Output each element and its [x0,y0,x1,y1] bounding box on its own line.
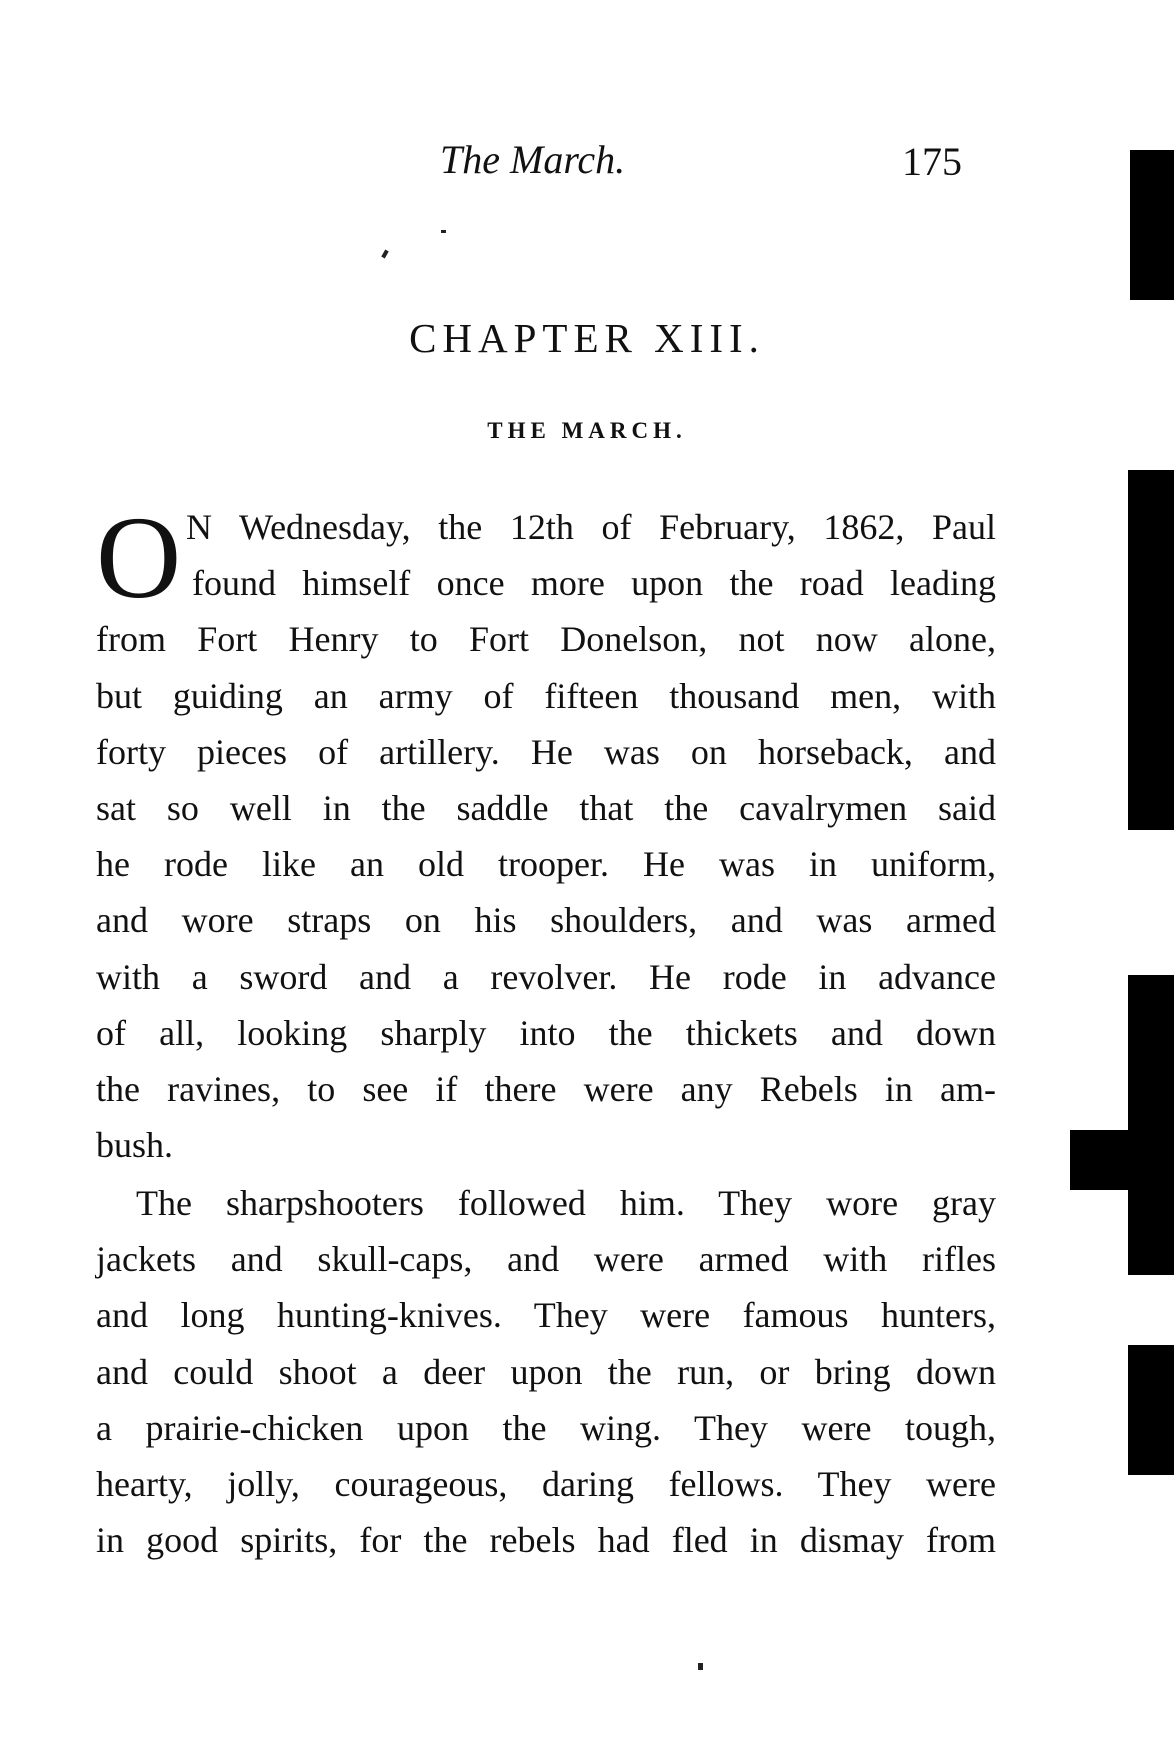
text-line: bush. [96,1125,174,1166]
text-line: jackets and skull-caps, and were armed with rifles [96,1239,996,1280]
paragraph-two [96,1175,996,1568]
text-line: with a sword and a revolver. He rode in advance [96,956,996,997]
scan-edge-mark [1130,150,1174,300]
text-line: N Wednesday, the 12th of February, 1862, Paul [186,507,996,547]
text-line: a prairie-chicken upon the wing. They were tough, [96,1407,996,1448]
scan-edge-mark [1070,1130,1150,1190]
chapter-heading: CHAPTER XIII. [409,315,765,361]
text-line: in good spirits, for the rebels had fled in dismay from [96,1520,996,1561]
text-line: the ravines, to see if there were any Rebels in am- [96,1068,996,1109]
scan-edge-mark [1128,470,1174,830]
page-number: 175 [902,139,962,184]
text-line: and long hunting-knives. They were famous hunters, [96,1295,996,1336]
text-line: and could shoot a deer upon the run, or bring down [96,1351,996,1392]
text-line: The sharpshooters followed him. They wore gray [136,1183,996,1223]
text-line: sat so well in the saddle that the cavalrymen said [96,787,996,828]
ink-speck [698,1663,703,1670]
chapter-subtitle: THE MARCH. [487,418,687,443]
text-line: but guiding an army of fifteen thousand men, with [96,675,996,716]
scan-edge-mark [1128,975,1174,1275]
text-line: of all, looking sharply into the thickets and down [96,1012,996,1053]
running-title: The March. [440,137,626,182]
text-line: forty pieces of artillery. He was on horseback, and [96,731,996,772]
paragraph-one [96,492,996,1173]
ink-speck [381,250,388,259]
text-line: he rode like an old trooper. He was in uniform, [96,844,996,885]
running-head [0,128,1174,188]
text-line: found himself once more upon the road leading [192,563,996,604]
scan-edge-mark [1128,1345,1174,1475]
text-line: hearty, jolly, courageous, daring fellows. They were [96,1463,996,1504]
text-line: and wore straps on his shoulders, and was armed [96,900,996,941]
text-line: from Fort Henry to Fort Donelson, not now alone, [96,619,996,660]
ink-speck [441,230,446,233]
drop-cap: O [96,492,182,623]
